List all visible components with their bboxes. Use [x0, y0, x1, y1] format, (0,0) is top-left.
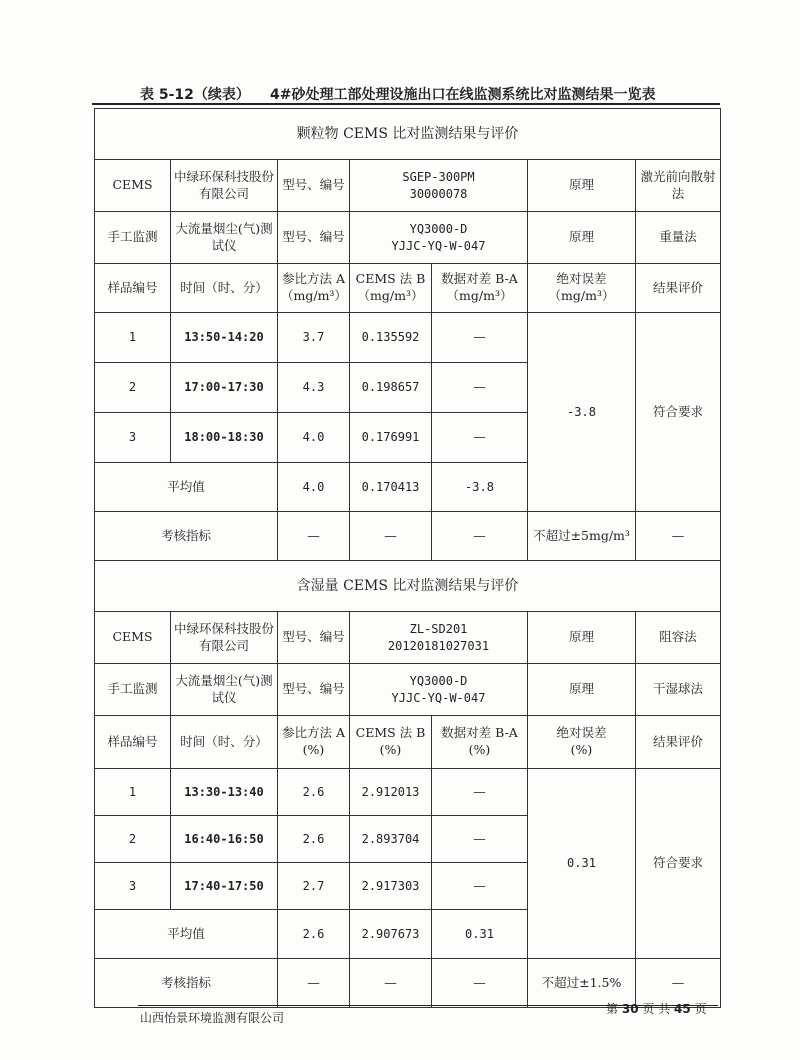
- manual-label: 手工监测: [95, 664, 171, 716]
- col-ref-a-label: 参比方法 A: [281, 271, 345, 287]
- sample-no: 3: [95, 863, 171, 910]
- standard-b: —: [350, 959, 432, 1008]
- table-number: 表 5-12（续表）: [140, 87, 250, 103]
- model-label: 型号、编号: [278, 212, 350, 264]
- manual-info-row: [95, 212, 721, 264]
- col-time: 时间（时、分）: [171, 716, 278, 769]
- model-label: 型号、编号: [278, 612, 350, 664]
- average-diff: -3.8: [432, 463, 528, 512]
- col-abs-err-label: 绝对误差: [556, 725, 607, 741]
- sample-no: 2: [95, 816, 171, 863]
- col-diff-label: 数据对差 B-A: [441, 725, 518, 741]
- title-rule: [92, 103, 720, 105]
- standard-value: 不超过±5mg/m³: [528, 512, 636, 561]
- model-label: 型号、编号: [278, 160, 350, 212]
- sample-time: 17:40-17:50: [171, 863, 278, 910]
- sample-time: 17:00-17:30: [171, 363, 278, 413]
- principle-label: 原理: [528, 664, 636, 716]
- col-abs-err-unit: （mg/m³）: [548, 288, 615, 303]
- col-time: 时间（时、分）: [171, 264, 278, 313]
- average-b: 0.170413: [350, 463, 432, 512]
- cems-model: SGEP-300PM: [402, 170, 475, 185]
- cems-model: ZL-SD201: [409, 622, 468, 637]
- page-prefix: 第: [606, 1002, 619, 1016]
- col-ref-a-label: 参比方法 A: [281, 725, 345, 741]
- model-label: 型号、编号: [278, 664, 350, 716]
- comparison-table: [94, 108, 721, 1008]
- section-header: [95, 109, 721, 160]
- standard-diff: —: [432, 512, 528, 561]
- cems-principle: 激光前向散射法: [636, 160, 721, 212]
- manual-info-row: [95, 664, 721, 716]
- column-header-row: [95, 716, 721, 769]
- col-abs-err-label: 绝对误差: [556, 271, 607, 287]
- col-result: 结果评价: [636, 264, 721, 313]
- sample-time: 13:30-13:40: [171, 769, 278, 816]
- col-abs-err: [528, 264, 636, 313]
- sample-no: 3: [95, 413, 171, 463]
- col-ref-a: [278, 264, 350, 313]
- manual-model-serial: [350, 212, 528, 264]
- col-diff-unit: (%): [468, 742, 491, 757]
- standard-diff: —: [432, 959, 528, 1008]
- page-current: 30: [621, 1002, 639, 1016]
- value-a: 3.7: [278, 313, 350, 363]
- cems-vendor: 中绿环保科技股份有限公司: [171, 160, 278, 212]
- abs-error-value: -3.8: [528, 313, 636, 512]
- table-row: [95, 769, 721, 816]
- page-total: 45: [674, 1002, 691, 1016]
- table-row: [95, 313, 721, 363]
- sample-time: 13:50-14:20: [171, 313, 278, 363]
- col-cems-b-label: CEMS 法 B: [355, 271, 426, 287]
- standard-row: [95, 512, 721, 561]
- col-cems-b-unit: (%): [379, 742, 402, 757]
- average-diff: 0.31: [432, 910, 528, 959]
- cems-serial: 30000078: [409, 186, 468, 201]
- manual-serial: YJJC-YQ-W-047: [391, 238, 486, 253]
- page-mid: 页 共: [642, 1002, 671, 1016]
- value-b: 0.198657: [350, 363, 432, 413]
- col-diff-label: 数据对差 B-A: [441, 271, 518, 287]
- standard-label: 考核指标: [95, 512, 278, 561]
- standard-result: —: [636, 512, 721, 561]
- value-diff: —: [432, 816, 528, 863]
- cems-label: CEMS: [95, 612, 171, 664]
- manual-principle: 重量法: [636, 212, 721, 264]
- value-diff: —: [432, 313, 528, 363]
- col-cems-b: [350, 716, 432, 769]
- standard-a: —: [278, 512, 350, 561]
- sample-no: 2: [95, 363, 171, 413]
- page-number: [606, 1000, 707, 1017]
- value-a: 4.0: [278, 413, 350, 463]
- principle-label: 原理: [528, 160, 636, 212]
- cems-info-row: [95, 612, 721, 664]
- manual-principle: 干湿球法: [636, 664, 721, 716]
- cems-model-serial: [350, 160, 528, 212]
- footer-rule: [138, 1005, 718, 1006]
- col-abs-err-unit: (%): [570, 742, 593, 757]
- standard-label: 考核指标: [95, 959, 278, 1008]
- evaluation-value: 符合要求: [636, 769, 721, 959]
- value-b: 0.176991: [350, 413, 432, 463]
- average-a: 2.6: [278, 910, 350, 959]
- col-sample-no: 样品编号: [95, 264, 171, 313]
- column-header-row: [95, 264, 721, 313]
- standard-result: —: [636, 959, 721, 1008]
- col-diff: [432, 716, 528, 769]
- manual-model-serial: [350, 664, 528, 716]
- sample-no: 1: [95, 769, 171, 816]
- average-label: 平均值: [95, 463, 278, 512]
- cems-model-serial: [350, 612, 528, 664]
- value-diff: —: [432, 363, 528, 413]
- principle-label: 原理: [528, 612, 636, 664]
- table-caption: [140, 84, 700, 104]
- value-diff: —: [432, 863, 528, 910]
- evaluation-value: 符合要求: [636, 313, 721, 512]
- sample-time: 18:00-18:30: [171, 413, 278, 463]
- value-a: 2.7: [278, 863, 350, 910]
- section-title: 含湿量 CEMS 比对监测结果与评价: [95, 561, 721, 612]
- standard-b: —: [350, 512, 432, 561]
- value-b: 0.135592: [350, 313, 432, 363]
- average-label: 平均值: [95, 910, 278, 959]
- abs-error-value: 0.31: [528, 769, 636, 959]
- value-b: 2.893704: [350, 816, 432, 863]
- col-ref-a-unit: (%): [302, 742, 325, 757]
- average-a: 4.0: [278, 463, 350, 512]
- manual-device: 大流量烟尘(气)测试仪: [171, 664, 278, 716]
- value-a: 4.3: [278, 363, 350, 413]
- value-a: 2.6: [278, 816, 350, 863]
- cems-vendor: 中绿环保科技股份有限公司: [171, 612, 278, 664]
- sample-no: 1: [95, 313, 171, 363]
- manual-serial: YJJC-YQ-W-047: [391, 690, 486, 705]
- manual-model: YQ3000-D: [409, 222, 468, 237]
- col-ref-a-unit: （mg/m³）: [281, 288, 347, 303]
- manual-model: YQ3000-D: [409, 674, 468, 689]
- value-diff: —: [432, 769, 528, 816]
- value-a: 2.6: [278, 769, 350, 816]
- cems-label: CEMS: [95, 160, 171, 212]
- manual-device: 大流量烟尘(气)测试仪: [171, 212, 278, 264]
- col-result: 结果评价: [636, 716, 721, 769]
- value-b: 2.912013: [350, 769, 432, 816]
- principle-label: 原理: [528, 212, 636, 264]
- col-sample-no: 样品编号: [95, 716, 171, 769]
- cems-serial: 20120181027031: [387, 638, 490, 653]
- value-b: 2.917303: [350, 863, 432, 910]
- col-ref-a: [278, 716, 350, 769]
- section-title: 颗粒物 CEMS 比对监测结果与评价: [95, 109, 721, 160]
- section-header: [95, 561, 721, 612]
- col-cems-b: [350, 264, 432, 313]
- table-title: 4#砂处理工部处理设施出口在线监测系统比对监测结果一览表: [270, 87, 656, 103]
- sample-time: 16:40-16:50: [171, 816, 278, 863]
- col-diff: [432, 264, 528, 313]
- value-diff: —: [432, 413, 528, 463]
- standard-a: —: [278, 959, 350, 1008]
- standard-value: 不超过±1.5%: [528, 959, 636, 1008]
- footer-company: 山西怡景环境监测有限公司: [140, 1011, 285, 1025]
- col-cems-b-label: CEMS 法 B: [355, 725, 426, 741]
- col-diff-unit: （mg/m³）: [446, 288, 513, 303]
- average-b: 2.907673: [350, 910, 432, 959]
- cems-principle: 阻容法: [636, 612, 721, 664]
- col-abs-err: [528, 716, 636, 769]
- manual-label: 手工监测: [95, 212, 171, 264]
- page-suffix: 页: [694, 1002, 707, 1016]
- cems-info-row: [95, 160, 721, 212]
- col-cems-b-unit: （mg/m³）: [357, 288, 424, 303]
